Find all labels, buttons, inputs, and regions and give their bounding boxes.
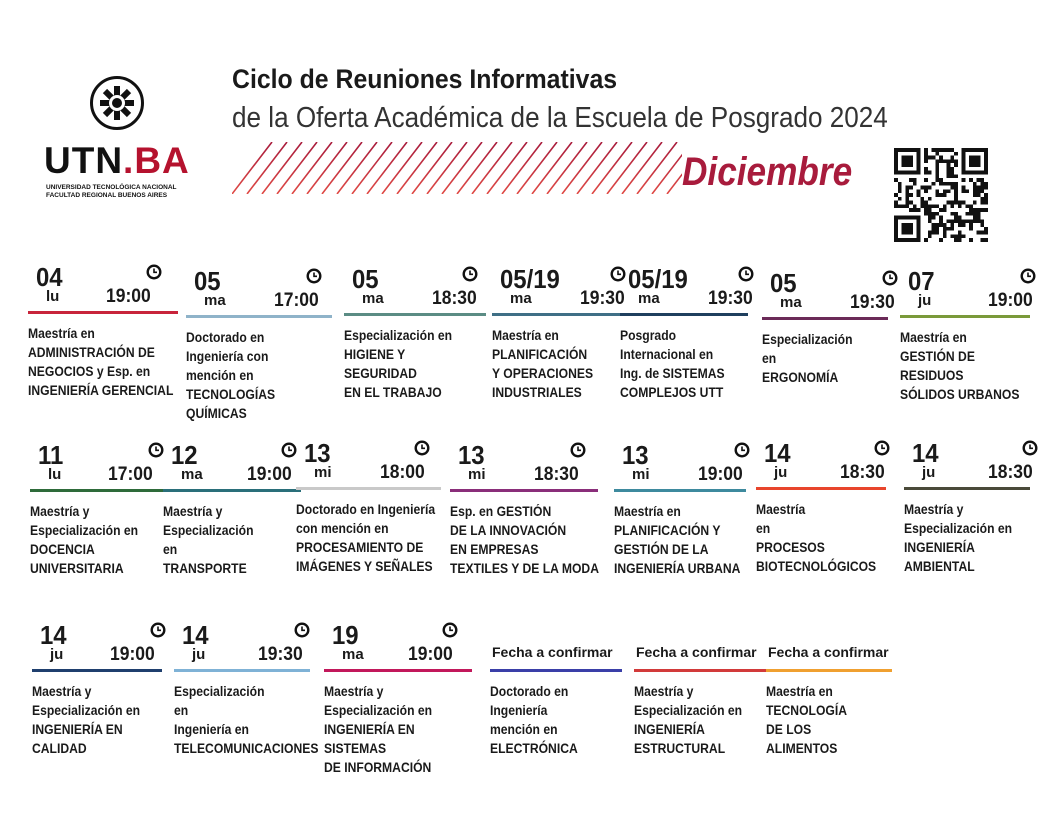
event-program: Maestría en PLANIFICACIÓN Y GESTIÓN DE LA INGENIERÍA URBANA xyxy=(614,504,741,576)
event-weekday: ma xyxy=(181,466,203,483)
event-weekday: mi xyxy=(632,466,650,483)
event-card xyxy=(614,440,746,578)
event-time: 19:00 xyxy=(988,290,1033,311)
event-time: 18:00 xyxy=(380,462,425,483)
event-time: 18:30 xyxy=(534,464,579,485)
event-date-header xyxy=(30,440,165,494)
event-weekday: lu xyxy=(48,466,62,483)
event-color-bar xyxy=(30,489,165,492)
event-program: Esp. en GESTIÓN DE LA INNOVACIÓN EN EMPRESAS TEXTILES Y DE LA MODA xyxy=(450,504,599,576)
event-color-bar xyxy=(324,669,472,672)
clock-icon xyxy=(734,442,750,458)
event-weekday: ma xyxy=(204,292,226,309)
event-color-bar xyxy=(163,489,301,492)
event-day: 05 xyxy=(770,268,797,298)
event-weekday: ma xyxy=(342,646,364,663)
event-color-bar xyxy=(344,313,486,316)
event-day: 04 xyxy=(36,262,63,292)
clock-icon xyxy=(882,270,898,286)
event-color-bar xyxy=(296,487,441,490)
event-date-header xyxy=(620,264,753,318)
event-weekday: ju xyxy=(192,646,206,663)
event-card xyxy=(344,264,486,402)
event-program: Doctorado en Ingeniería con mención en TECNOLOGÍAS QUÍMICAS xyxy=(186,330,276,421)
clock-icon xyxy=(570,442,586,458)
event-time: 19:30 xyxy=(708,288,753,309)
event-program: Maestría en GESTIÓN DE RESIDUOS SÓLIDOS URBANOS xyxy=(900,330,1020,402)
event-time: 18:30 xyxy=(840,462,885,483)
event-program: Doctorado en Ingeniería con mención en PROCESAMIENTO DE IMÁGENES Y SEÑALES xyxy=(296,502,436,574)
event-program: Maestría en PLANIFICACIÓN Y OPERACIONES INDUSTRIALES xyxy=(492,328,594,400)
event-time: 19:00 xyxy=(408,644,453,665)
clock-icon xyxy=(148,442,164,458)
event-day: 07 xyxy=(908,266,935,296)
event-date-header xyxy=(490,644,622,674)
event-date-header xyxy=(904,438,1033,492)
event-color-bar xyxy=(620,313,748,316)
event-weekday: ju xyxy=(774,464,788,481)
clock-icon xyxy=(306,268,322,284)
event-weekday: ju xyxy=(918,292,932,309)
utn-emblem-icon xyxy=(90,76,144,130)
event-color-bar xyxy=(900,315,1030,318)
logo-subtitle: UNIVERSIDAD TECNOLÓGICA NACIONAL FACULTAD REGIONAL BUENOS AIRES xyxy=(46,184,177,199)
event-program: Posgrado Internacional en Ing. de SISTEMAS COMPLEJOS UTT xyxy=(620,328,725,400)
event-program: Especialización en ERGONOMÍA xyxy=(762,332,853,385)
event-day: 14 xyxy=(40,620,67,650)
event-weekday: mi xyxy=(314,464,332,481)
month-heading: Diciembre xyxy=(682,150,853,194)
event-date-header xyxy=(450,440,598,494)
event-color-bar xyxy=(32,669,162,672)
event-weekday: ma xyxy=(638,290,660,307)
event-color-bar xyxy=(490,669,622,672)
clock-icon xyxy=(874,440,890,456)
event-time: 19:00 xyxy=(106,286,151,307)
event-program: Maestría y Especialización en TRANSPORTE xyxy=(163,504,254,576)
clock-icon xyxy=(1022,440,1038,456)
event-weekday: ma xyxy=(510,290,532,307)
event-program: Maestría en PROCESOS BIOTECNOLÓGICOS xyxy=(756,502,877,574)
event-day: 05/19 xyxy=(628,264,688,294)
logo-wordmark: UTN.BA xyxy=(44,140,190,181)
event-card xyxy=(766,644,892,758)
event-date-pending: Fecha a confirmar xyxy=(492,644,613,660)
event-card xyxy=(450,440,598,578)
event-card xyxy=(492,264,625,402)
event-program: Maestría y Especialización en INGENIERÍA ESTRUCTURAL xyxy=(634,684,743,756)
event-card xyxy=(756,438,886,576)
clock-icon xyxy=(281,442,297,458)
event-date-header xyxy=(186,266,332,320)
event-program: Maestría en ADMINISTRACIÓN DE NEGOCIOS y Esp. en INGENIERÍA GERENCIAL xyxy=(28,326,174,398)
event-card xyxy=(900,266,1033,404)
utn-ba-logo xyxy=(44,76,194,206)
stripe xyxy=(667,142,682,194)
event-program: Maestría en TECNOLOGÍA DE LOS ALIMENTOS xyxy=(766,684,847,756)
page-subtitle: de la Oferta Académica de la Escuela de Posgrado 2024 xyxy=(232,102,888,134)
event-card xyxy=(324,620,472,777)
event-time: 17:00 xyxy=(274,290,319,311)
event-weekday: ju xyxy=(922,464,936,481)
event-date-header xyxy=(766,644,892,674)
event-program: Maestría y Especialización en INGENIERÍA EN SISTEMAS DE INFORMACIÓN xyxy=(324,684,433,775)
event-card xyxy=(174,620,319,758)
event-time: 19:00 xyxy=(698,464,743,485)
event-program: Especialización en HIGIENE Y SEGURIDAD EN EL TRABAJO xyxy=(344,328,453,400)
event-program: Maestría y Especialización en INGENIERÍA AMBIENTAL xyxy=(904,502,1013,574)
event-card xyxy=(32,620,162,758)
event-card xyxy=(634,644,768,758)
event-color-bar xyxy=(766,669,892,672)
event-day: 13 xyxy=(304,438,331,468)
event-card xyxy=(490,644,622,758)
page-title: Ciclo de Reuniones Informativas xyxy=(232,64,618,94)
event-weekday: ma xyxy=(362,290,384,307)
event-card xyxy=(30,440,165,578)
event-color-bar xyxy=(450,489,598,492)
event-day: 13 xyxy=(458,440,485,470)
event-card xyxy=(620,264,753,402)
event-date-header xyxy=(614,440,746,494)
event-day: 13 xyxy=(622,440,649,470)
event-card xyxy=(28,262,178,400)
event-color-bar xyxy=(634,669,768,672)
event-time: 19:00 xyxy=(110,644,155,665)
clock-icon xyxy=(150,622,166,638)
clock-icon xyxy=(462,266,478,282)
event-date-pending: Fecha a confirmar xyxy=(768,644,889,660)
event-card xyxy=(163,440,301,578)
event-day: 11 xyxy=(38,440,64,470)
event-day: 12 xyxy=(171,440,198,470)
event-date-header xyxy=(756,438,886,492)
clock-icon xyxy=(146,264,162,280)
event-day: 19 xyxy=(332,620,359,650)
event-color-bar xyxy=(28,311,178,314)
event-day: 05 xyxy=(352,264,379,294)
event-day: 14 xyxy=(912,438,939,468)
clock-icon xyxy=(738,266,754,282)
event-program: Maestría y Especialización en DOCENCIA UNIVERSITARIA xyxy=(30,504,139,576)
event-weekday: lu xyxy=(46,288,60,305)
event-date-header xyxy=(324,620,472,674)
event-color-bar xyxy=(492,313,622,316)
event-color-bar xyxy=(186,315,332,318)
event-time: 19:30 xyxy=(850,292,895,313)
event-date-pending: Fecha a confirmar xyxy=(636,644,757,660)
event-color-bar xyxy=(756,487,886,490)
decorative-stripes xyxy=(232,142,682,194)
event-time: 19:30 xyxy=(258,644,303,665)
event-date-header xyxy=(900,266,1033,320)
event-weekday: ma xyxy=(780,294,802,311)
clock-icon xyxy=(1020,268,1036,284)
event-card xyxy=(296,438,441,576)
event-time: 19:30 xyxy=(580,288,625,309)
event-color-bar xyxy=(904,487,1030,490)
event-date-header xyxy=(174,620,310,674)
event-weekday: ju xyxy=(50,646,64,663)
event-color-bar xyxy=(762,317,888,320)
clock-icon xyxy=(294,622,310,638)
event-day: 05/19 xyxy=(500,264,560,294)
event-color-bar xyxy=(174,669,310,672)
event-weekday: mi xyxy=(468,466,486,483)
event-date-header xyxy=(163,440,301,494)
event-time: 18:30 xyxy=(988,462,1033,483)
event-date-header xyxy=(762,268,895,322)
event-date-header xyxy=(492,264,625,318)
event-card xyxy=(186,266,332,423)
event-date-header xyxy=(28,262,178,316)
event-card xyxy=(762,268,895,387)
event-color-bar xyxy=(614,489,746,492)
clock-icon xyxy=(442,622,458,638)
event-day: 14 xyxy=(764,438,791,468)
event-time: 19:00 xyxy=(247,464,292,485)
event-day: 14 xyxy=(182,620,209,650)
event-date-header xyxy=(32,620,162,674)
event-card xyxy=(904,438,1033,576)
event-program: Doctorado en Ingeniería mención en ELECTRÓNICA xyxy=(490,684,578,756)
clock-icon xyxy=(414,440,430,456)
event-date-header xyxy=(634,644,768,674)
event-program: Maestría y Especialización en INGENIERÍA EN CALIDAD xyxy=(32,684,141,756)
qr-code-icon[interactable] xyxy=(894,148,988,242)
event-date-header xyxy=(296,438,441,492)
event-time: 17:00 xyxy=(108,464,153,485)
event-time: 18:30 xyxy=(432,288,477,309)
event-date-header xyxy=(344,264,486,318)
event-program: Especialización en Ingeniería en TELECOMUNICACIONES xyxy=(174,684,319,756)
event-day: 05 xyxy=(194,266,221,296)
